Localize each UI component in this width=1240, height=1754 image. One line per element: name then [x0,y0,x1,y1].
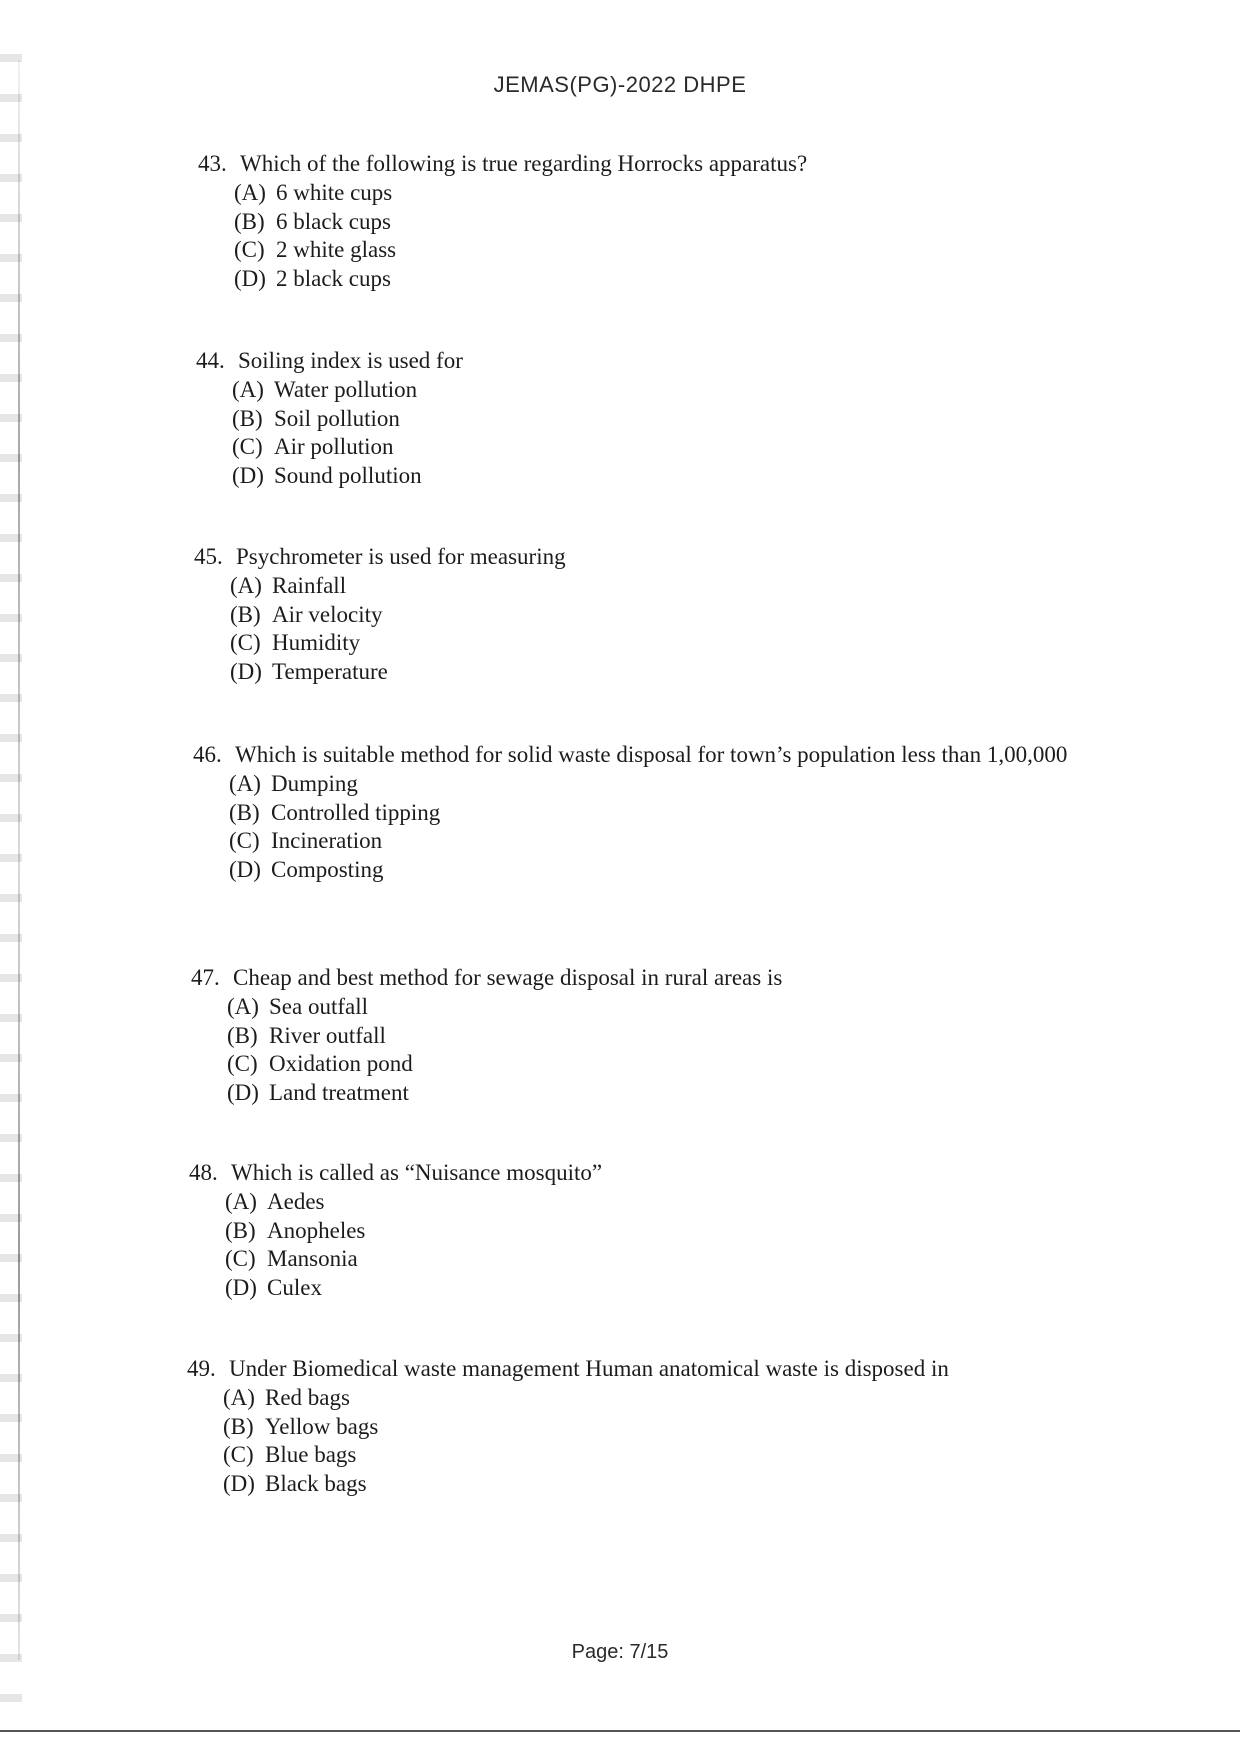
question-text: Soiling index is used for [238,348,463,373]
option-text: Sea outfall [269,994,368,1019]
option-b [229,799,1073,828]
option-label: (B) [227,1022,258,1048]
option-a [227,993,1091,1022]
question-48 [189,1159,1089,1302]
option-label: (C) [232,434,263,459]
question-stem [189,1159,1089,1186]
option-text: Incineration [271,828,383,853]
question-47 [191,964,1091,1107]
option-label: (B) [234,208,265,234]
option-text: 6 white cups [276,180,393,205]
option-label: (C) [223,1442,254,1467]
option-b [232,405,1096,434]
question-number: 43. [198,151,227,176]
option-label: (D) [234,265,266,291]
option-text: Air pollution [274,434,394,459]
exam-header: JEMAS(PG)-2022 DHPE [493,72,747,97]
option-label: (A) [234,180,266,205]
option-text: Land treatment [269,1079,409,1105]
question-46 [193,741,1073,884]
option-text: Humidity [272,630,361,655]
option-text: Water pollution [274,377,418,402]
question-text: Which is suitable method for solid waste disposal for town’s population less than 1,00,000 [235,742,1068,767]
option-d [225,1274,1089,1303]
option-b [223,1413,1067,1442]
option-list [230,572,1094,686]
option-label: (D) [225,1274,257,1300]
option-list [232,376,1096,490]
option-d [223,1470,1067,1499]
option-c [227,1050,1091,1079]
option-text: Composting [271,856,384,882]
option-label: (A) [232,377,264,402]
option-label: (B) [230,601,261,627]
option-text: 2 white glass [276,237,397,262]
option-text: 2 black cups [276,265,391,291]
question-stem [191,964,1091,991]
option-text: Black bags [265,1470,367,1496]
option-label: (D) [232,462,264,488]
question-text: Which is called as “Nuisance mosquito” [231,1160,603,1185]
option-b [227,1022,1091,1051]
option-c [234,236,1098,265]
question-text: Which of the following is true regarding Horrocks apparatus? [240,151,808,176]
option-a [234,179,1098,208]
option-label: (C) [227,1051,258,1076]
question-stem [187,1355,1067,1382]
option-b [230,601,1094,630]
question-number: 46. [193,742,222,767]
option-label: (C) [229,828,260,853]
option-label: (A) [229,771,261,796]
option-text: Temperature [272,658,388,684]
scan-edge-line [18,60,20,1660]
option-label: (C) [234,237,265,262]
option-label: (A) [223,1385,255,1410]
option-label: (A) [230,573,262,598]
option-label: (C) [230,630,261,655]
option-list [229,770,1073,884]
option-text: Red bags [265,1385,350,1410]
option-label: (B) [223,1413,254,1439]
question-number: 49. [187,1356,216,1381]
option-c [225,1245,1089,1274]
option-text: Air velocity [272,601,383,627]
option-label: (D) [223,1470,255,1496]
option-list [234,179,1098,293]
option-label: (C) [225,1246,256,1271]
question-45 [194,543,1094,686]
option-list [223,1384,1067,1498]
option-text: Rainfall [272,573,347,598]
option-text: Mansonia [267,1246,358,1271]
question-44 [196,347,1096,490]
option-b [225,1217,1089,1246]
option-a [229,770,1073,799]
option-d [229,856,1073,885]
option-d [227,1079,1091,1108]
option-label: (D) [230,658,262,684]
option-c [230,629,1094,658]
option-label: (A) [227,994,259,1019]
question-43 [198,150,1098,293]
question-stem [193,741,1073,768]
question-text: Under Biomedical waste management Human anatomical waste is disposed in [229,1356,949,1381]
question-number: 45. [194,544,223,569]
bottom-rule [0,1730,1240,1732]
option-label: (B) [225,1217,256,1243]
option-text: Oxidation pond [269,1051,413,1076]
question-stem [198,150,1098,177]
option-list [225,1188,1089,1302]
question-number: 47. [191,965,220,990]
option-text: Culex [267,1274,322,1300]
question-stem [196,347,1096,374]
option-label: (B) [229,799,260,825]
question-number: 48. [189,1160,218,1185]
option-label: (D) [229,856,261,882]
option-label: (A) [225,1189,257,1214]
option-list [227,993,1091,1107]
option-d [234,265,1098,294]
option-text: Soil pollution [274,405,400,431]
option-label: (B) [232,405,263,431]
option-label: (D) [227,1079,259,1105]
question-number: 44. [196,348,225,373]
option-text: Dumping [271,771,358,796]
option-c [232,433,1096,462]
option-text: Aedes [267,1189,325,1214]
option-text: Blue bags [265,1442,357,1467]
option-a [223,1384,1067,1413]
option-d [232,462,1096,491]
option-a [225,1188,1089,1217]
question-text: Psychrometer is used for measuring [236,544,566,569]
option-text: Controlled tipping [271,799,441,825]
option-b [234,208,1098,237]
page-number: Page: 7/15 [571,1641,669,1663]
option-text: River outfall [269,1022,386,1048]
option-text: Sound pollution [274,462,422,488]
question-text: Cheap and best method for sewage disposal in rural areas is [233,965,783,990]
question-49 [187,1355,1067,1498]
question-stem [194,543,1094,570]
option-c [229,827,1073,856]
option-c [223,1441,1067,1470]
option-text: Yellow bags [265,1413,379,1439]
option-text: Anopheles [267,1217,366,1243]
option-a [230,572,1094,601]
option-d [230,658,1094,687]
option-text: 6 black cups [276,208,391,234]
option-a [232,376,1096,405]
